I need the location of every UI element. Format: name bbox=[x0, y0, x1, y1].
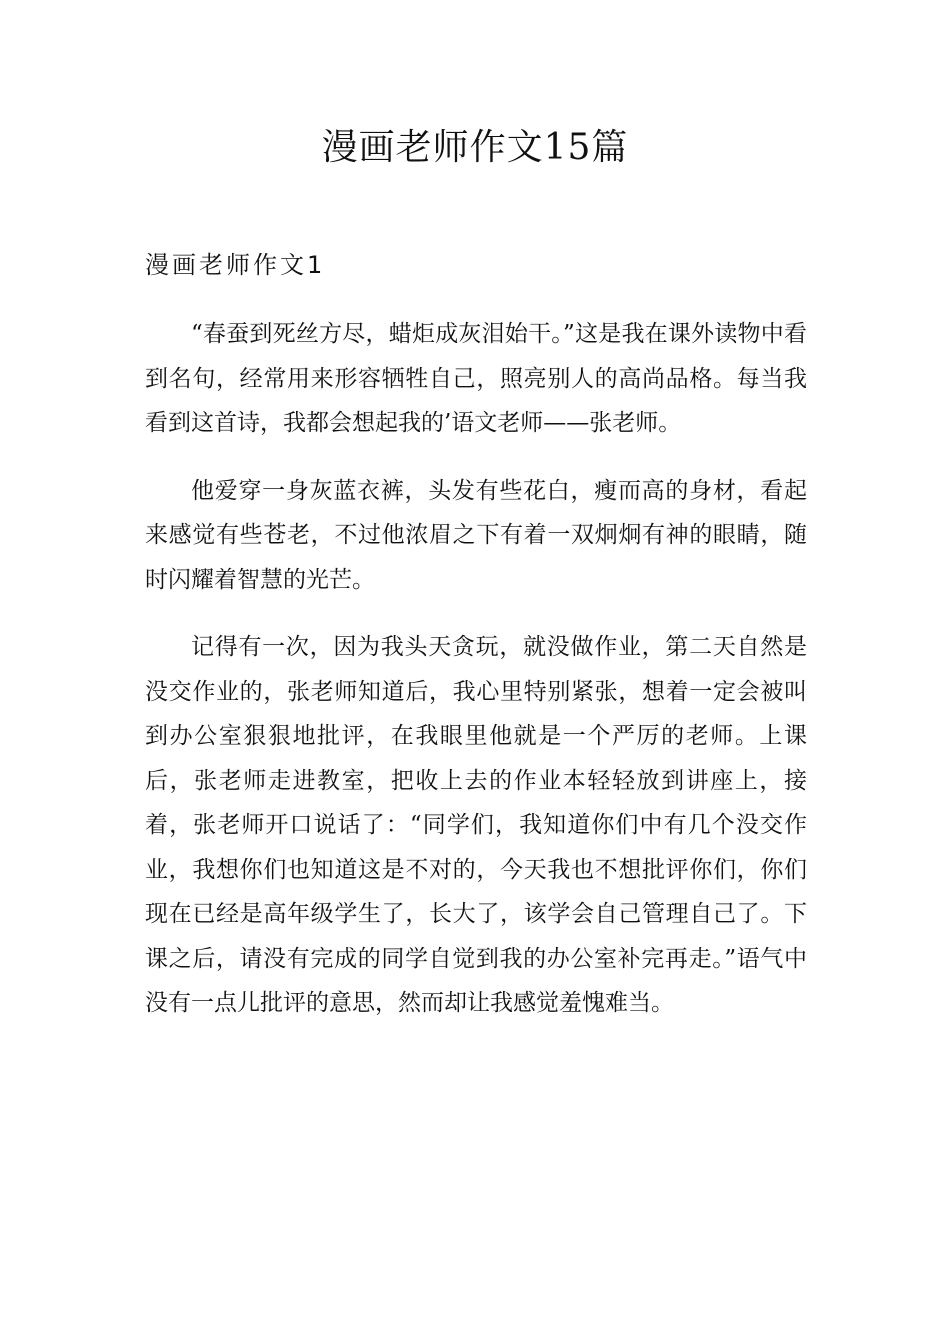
paragraph-3: 记得有一次，因为我头天贪玩，就没做作业，第二天自然是没交作业的，张老师知道后，我心里特别紧张，想着一定会被叫到办公室狠狠地批评，在我眼里他就是一个严厉的老师。上课后，张老师走进教室，把收上去的作业本轻轻放到讲座上，接着，张老师开口说话了：“同学们，我知道你们中有几个没交作业，我想你们也知道这是不对的，今天我也不想批评你们，你们现在已经是高年级学生了，长大了，该学会自己管理自己了。下课之后，请没有完成的同学自觉到我的办公室补完再走。”语气中没有一点儿批评的意思，然而却让我感觉羞愧难当。 bbox=[145, 634, 807, 1016]
paragraph-2: 他爱穿一身灰蓝衣裤，头发有些花白，瘦而高的身材，看起来感觉有些苍老，不过他浓眉之下有着一双炯炯有神的眼睛，随时闪耀着智慧的光芒。 bbox=[145, 477, 807, 593]
essay-body bbox=[145, 312, 807, 1049]
document-title: 漫画老师作文15篇 bbox=[321, 127, 629, 168]
section-heading: 漫画老师作文1 bbox=[145, 251, 326, 279]
paragraph-1: “春蚕到死丝方尽，蜡炬成灰泪始干。”这是我在课外读物中看到名句，经常用来形容牺牲自己，照亮别人的高尚品格。每当我看到这首诗，我都会想起我的’语文老师——张老师。 bbox=[145, 321, 807, 436]
